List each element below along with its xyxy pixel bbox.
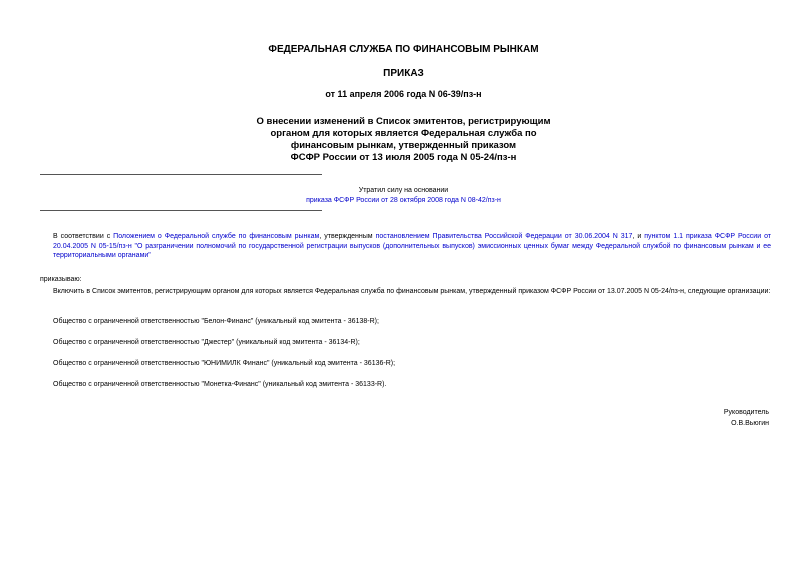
regulation-link[interactable]: Положением о Федеральной службе по финансовым рынкам [113, 233, 320, 240]
lost-force-link[interactable]: приказа ФСФР России от 28 октября 2008 года N 08-42/пз-н [306, 197, 501, 204]
basis-paragraph [53, 232, 771, 261]
title-line: финансовым рынкам, утвержденный приказом [290, 140, 517, 151]
title-line: ФСФР России от 13 июля 2005 года N 05-24/пз-н [290, 152, 517, 163]
fsfr-order-link[interactable]: пунктом 1.1 приказа ФСФР России от 20.04.2005 N 05-15/пз-н "О разграничении полномочий по государственной регистрации выпусков (дополнительных выпусков) эмиссионных ценных бумаг между Федеральной службой по финансовым рынкам и ее территориальными органами" [53, 233, 772, 259]
doc-type-heading: ПРИКАЗ [383, 68, 424, 79]
organization-item: Общество с ограниченной ответственностью "Джестер" (уникальный код эмитента - 36134-R); [53, 339, 360, 346]
organization-item: Общество с ограниченной ответственностью "Белон-Финанс" (уникальный код эмитента - 36138-R); [53, 318, 379, 325]
basis-text: , утвержденным [319, 233, 376, 240]
title-line: органом для которых является Федеральная служба по [270, 128, 537, 139]
date-number: от 11 апреля 2006 года N 06-39/пз-н [325, 89, 482, 99]
basis-text: , и [632, 233, 645, 240]
document-title [0, 116, 807, 164]
include-paragraph: Включить в Список эмитентов, регистрирующим органом для которых является Федеральная служба по финансовым рынкам, утвержденный приказом ФСФР России от 13.07.2005 N 05-24/пз-н, следующие организации: [53, 288, 771, 295]
basis-text: В соответствии с [53, 233, 114, 240]
divider-bottom [40, 210, 322, 211]
agency-heading: ФЕДЕРАЛЬНАЯ СЛУЖБА ПО ФИНАНСОВЫМ РЫНКАМ [268, 44, 539, 55]
signatory-position: Руководитель [723, 409, 769, 416]
title-line: О внесении изменений в Список эмитентов, регистрирующим [256, 116, 551, 127]
organization-item: Общество с ограниченной ответственностью "Монетка-Финанс" (уникальный код эмитента - 36133-R). [53, 381, 387, 388]
signatory-name: О.В.Вьюгин [731, 420, 769, 427]
order-word: приказываю: [40, 276, 82, 283]
lost-force-text: Утратил силу на основании [358, 187, 449, 194]
government-decree-link[interactable]: постановлением Правительства Российской Федерации от 30.06.2004 N 317 [375, 233, 633, 240]
divider-top [40, 174, 322, 175]
organization-item: Общество с ограниченной ответственностью "ЮНИМИЛК Финанс" (уникальный код эмитента - 36136-R); [53, 360, 396, 367]
